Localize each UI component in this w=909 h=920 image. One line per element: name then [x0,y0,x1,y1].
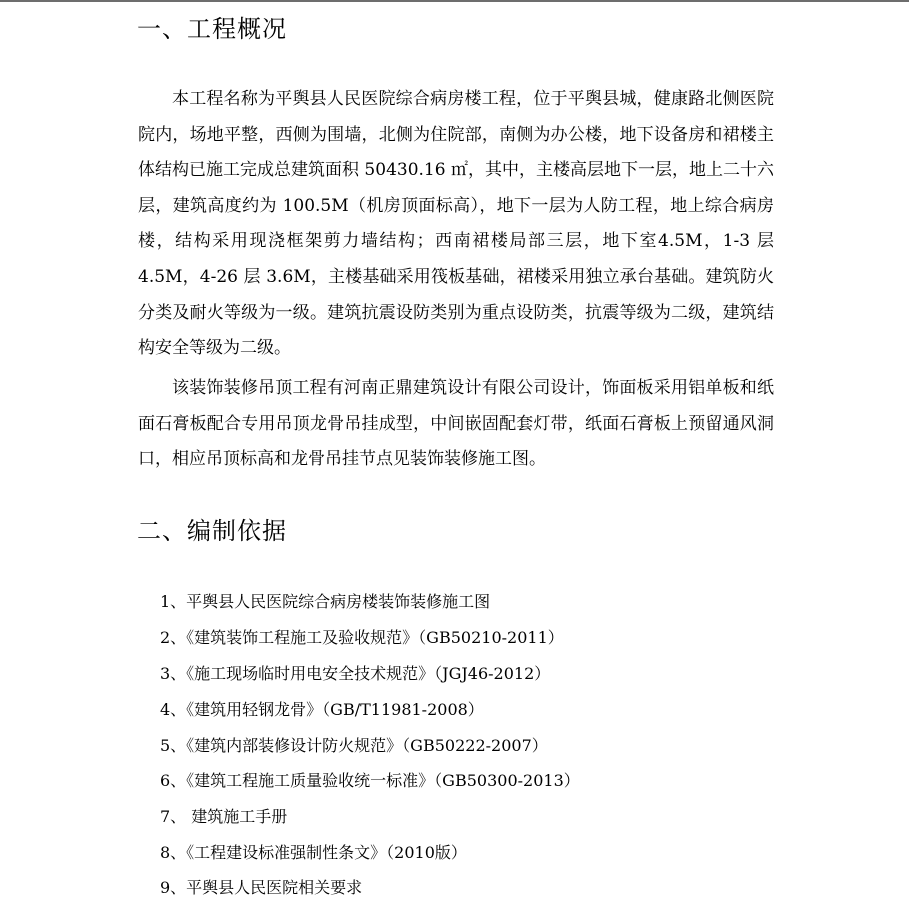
reference-item-7: 7、 建筑施工手册 [160,807,288,826]
page-top-border [0,0,909,2]
reference-item-5: 5、《建筑内部装修设计防火规范》（GB50222-2007） [160,736,548,755]
reference-item-9: 9、平舆县人民医院相关要求 [160,878,363,897]
project-overview-paragraph: 本工程名称为平舆县人民医院综合病房楼工程，位于平舆县城，健康路北侧医院院内，场地平整，西侧为围墙，北侧为住院部，南侧为办公楼，地下设备房和裙楼主体结构已施工完成总建筑面积 50430.16 ㎡，其中，主楼高层地下一层，地上二十六层，建筑高度约为 100.5M（机房顶面标高），地下一层为人防工程，地上综合病房楼，结构采用现浇框架剪力墙结构；西南裙楼局部三层，地下室4.5M，1-3 层 4.5M，4-26 层 3.6M，主楼基础采用筏板基础，裙楼采用独立承台基础。建筑防火分类及耐火等级为一级。建筑抗震设防类别为重点设防类，抗震等级为二级，建筑结构安全等级为二级。 [138,89,774,359]
section-2-heading: 二、编制依据 [137,517,287,545]
ceiling-design-paragraph: 该装饰装修吊顶工程有河南正鼎建筑设计有限公司设计，饰面板采用铝单板和纸面石膏板配合专用吊顶龙骨吊挂成型，中间嵌固配套灯带，纸面石膏板上预留通风洞口，相应吊顶标高和龙骨吊挂节点见装饰装修施工图。 [138,378,774,470]
section-1-heading: 一、工程概况 [137,15,287,43]
reference-item-1: 1、平舆县人民医院综合病房楼装饰装修施工图 [160,592,491,611]
reference-item-4: 4、《建筑用轻钢龙骨》（GB/T11981-2008） [160,700,484,719]
reference-item-2: 2、《建筑装饰工程施工及验收规范》（GB50210-2011） [160,628,564,647]
reference-item-6: 6、《建筑工程施工质量验收统一标准》（GB50300-2013） [160,771,580,790]
reference-item-3: 3、《施工现场临时用电安全技术规范》（JGJ46-2012） [160,664,551,683]
reference-item-8: 8、《工程建设标准强制性条文》（2010版） [160,843,467,862]
